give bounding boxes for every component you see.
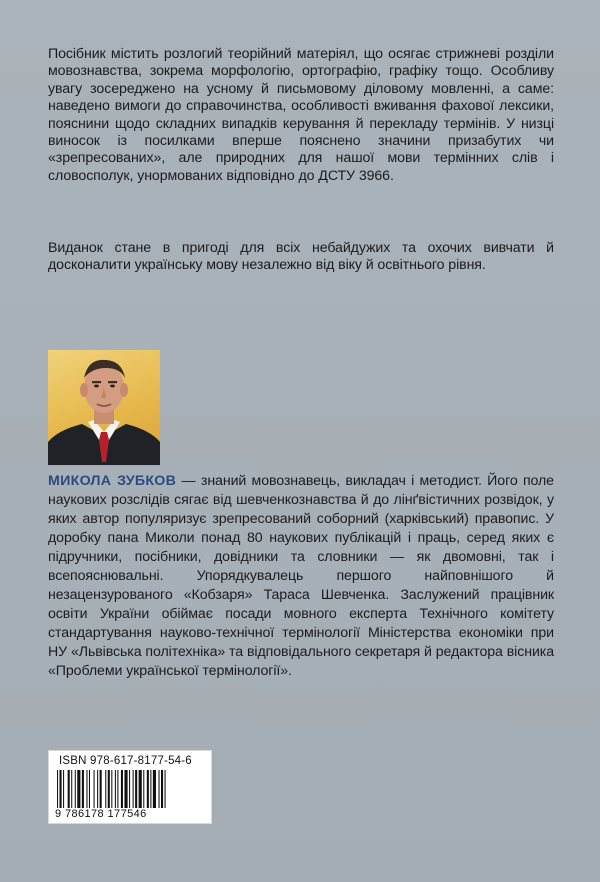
barcode-bar: [105, 770, 106, 812]
barcode-bar: [147, 770, 149, 812]
author-bio: [48, 472, 554, 681]
barcode-bar: [57, 770, 58, 812]
barcode-bar: [97, 770, 98, 812]
barcode-bar: [63, 770, 64, 812]
barcode-bar: [60, 770, 62, 812]
barcode-bar: [129, 770, 130, 812]
barcode-bar: [117, 770, 118, 812]
barcode-bar: [139, 770, 142, 812]
barcode-bar: [86, 770, 87, 812]
barcode-bar: [75, 770, 76, 812]
barcode-bar: [71, 770, 72, 812]
barcode-bar: [124, 770, 127, 812]
barcode-bar: [111, 770, 112, 812]
barcode-bar: [94, 770, 95, 812]
isbn-label: ISBN 978-617-8177-54-6: [59, 755, 192, 767]
barcode-bar: [77, 770, 80, 812]
barcode-bar: [135, 770, 137, 812]
barcode-bar: [89, 770, 90, 812]
barcode-bar: [82, 770, 84, 812]
isbn-barcode-box: [48, 750, 212, 824]
barcode-bar: [165, 770, 166, 812]
author-name: МИКОЛА ЗУБКОВ: [48, 473, 177, 489]
barcode-bar: [68, 770, 70, 812]
description-paragraph-2: Виданок стане в пригоді для всіх небайдужих та охочих вивчати й досконалити українську мову незалежно від віку й освітнього рівня.: [48, 240, 554, 274]
barcode-bar: [153, 770, 156, 812]
barcode-bar: [150, 770, 151, 812]
author-photo: [48, 350, 160, 465]
barcode-digits: 9 786178 177546: [55, 808, 205, 820]
description-paragraph-1: Посібник містить розлогий теорійний матеріял, що осягає стрижневі розділи мовознавства, зокрема морфологію, ортографію, графіку тощо. Особливу увагу зосереджено на усному й письмовому діловому мовленні, а саме: наведено вимоги до справочинства, особливості вживання фахової лексики, пояснини щодо складних випадків керування й перекладу термінів. У низці виносок із посилками вперше пояснено значини призабутих чи «зрепресованих», але природних для нашої мови термінних слів і словосполук, унормованих відповідно до ДСТУ 3966.: [48, 46, 554, 184]
author-portrait-image: [48, 350, 160, 465]
author-bio-text: — знаний мовознавець, викладач і методист. Його поле наукових розслідів сягає від шевченкознавства й до лінґвістичних розвідок, у яких автор популяризує зрепресований соборний (харківський) правопис. У доробку пана Миколи понад 80 наукових публікацій і праць, серед яких є підручники, посібники, довідники та словники — як двомовні, так і всепояснювальні. Упорядкувалець першого найповнішого й незацензурованого «Кобзаря» Тараса Шевченка. Заслужений працівник освіти України обіймає посади мовного експерта Технічного комітету стандартування науково-технічної термінології Міністерства економіки при НУ «Львівська політехніка» та відповідального секретаря й редактора вісника «Проблеми української термінології».: [48, 473, 554, 679]
barcode-bar: [108, 770, 110, 812]
barcode: [55, 770, 203, 812]
barcode-bar: [115, 770, 116, 812]
barcode-bar: [121, 770, 123, 812]
barcode-bar: [133, 770, 134, 812]
barcode-bar: [161, 770, 163, 812]
barcode-bar: [143, 770, 144, 812]
barcode-bar: [159, 770, 160, 812]
barcode-bar: [100, 770, 102, 812]
